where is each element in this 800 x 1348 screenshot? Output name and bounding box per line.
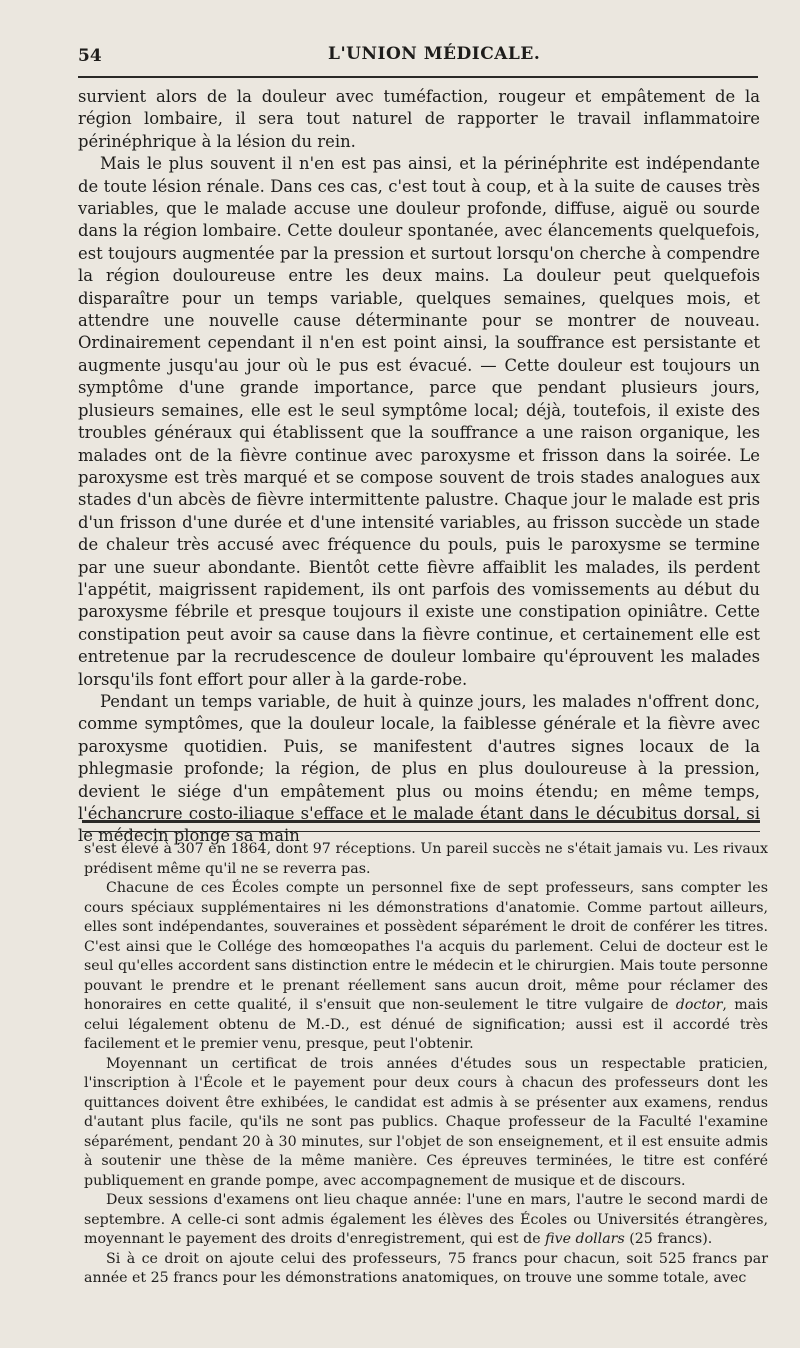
italic-term: five dollars (545, 1231, 625, 1247)
main-paragraph: Mais le plus souvent il n'en est pas ainsi, et la périnéphrite est indépendante de toute lésion rénale. Dans ces cas, c'est tout à coup, et à la suite de causes très variables, que le malade accuse une douleur profonde, diffuse, aiguë ou sourde dans la région lombaire. Cette douleur spontanée, avec élancements quelquefois, est toujours augmentée par la pression et surtout lorsqu'on cherche à compendre la région douloureuse entre les deux mains. La douleur peut quelquefois disparaître pour un temps variable, quelques semaines, quelques mois, et attendre une nouvelle cause déterminante pour se montrer de nouveau. Ordinairement cependant il n'en est point ainsi, la souffrance est persistante et augmente jusqu'au jour où le pus est évacué. — Cette douleur est toujours un symptôme d'une grande importance, parce que pendant plusieurs jours, plusieurs semaines, elle est le seul symptôme local; déjà, toutefois, il existe des troubles généraux qui établissent que la souffrance a une raison organique, les malades ont de la fièvre continue avec paroxysme et frisson dans la soirée. Le paroxysme est très marqué et se compose souvent de trois stades analogues aux stades d'un abcès de fièvre intermittente palustre. Chaque jour le malade est pris d'un frisson d'une durée et d'une intensité variables, au frisson succède un stade de chaleur très accusé avec fréquence du pouls, puis le paroxysme se termine par une sueur abondante. Bientôt cette fièvre affaiblit les malades, ils perdent l'appétit, maigrissent rapidement, ils ont parfois des vomissements au début du paroxysme fébrile et presque toujours il existe une constipation opiniâtre. Cette constipation peut avoir sa cause dans la fièvre continue, et certainement elle est entretenue par la recrudescence de douleur lombaire qu'éprouvent les malades lorsqu'ils font effort pour aller à la garde-robe. (78, 154, 760, 689)
feuilleton-paragraph: Deux sessions d'examens ont lieu chaque année: l'une en mars, l'autre le second mardi de septembre. A celle-ci sont admis également les élèves des Écoles ou Universités étrangères, moyennant le payement des droits d'enregistrement, qui est de five dollars (25 francs). (84, 1192, 768, 1247)
main-paragraph: Pendant un temps variable, de huit à quinze jours, les malades n'offrent donc, comme symptômes, que la douleur locale, la faiblesse générale et la fièvre avec paroxysme quotidien. Puis, se manifestent d'autres signes locaux de la phlegmasie profonde; la région, de plus en plus douloureuse à la pression, devient le siége d'un empâtement plus ou moins étendu; en même temps, l'échancrure costo-iliaque s'efface et le malade étant dans le décubitus dorsal, si le médecin plonge sa main (78, 691, 760, 846)
feuilleton-text (84, 840, 768, 1289)
feuilleton-paragraph: Chacune de ces Écoles compte un personnel fixe de sept professeurs, sans compter les cours spéciaux supplémentaires ni les démonstrations d'anatomie. Comme partout ailleurs, elles sont indépendantes, souveraines et possèdent séparément le droit de conférer les titres. C'est ainsi que le Collége des homœopathes l'a acquis du parlement. Celui de docteur est le seul qu'elles accordent sans distinction entre le médecin et le chirurgien. Mais toute personne pouvant le prendre et le prenant réellement sans aucun droit, même pour réclamer des honoraires en cette qualité, il s'ensuit que non-seulement le titre vulgaire de doctor, mais celui légalement obtenu de M.-D., est dénué de signification; aussi est il accordé très facilement et le premier venu, presque, peut l'obtenir. (84, 880, 769, 1052)
page-header (78, 44, 758, 76)
feuilleton-separator (82, 820, 760, 832)
feuilleton-paragraph: s'est élevé à 307 en 1864, dont 97 réceptions. Un pareil succès ne s'était jamais vu. Les rivaux prédisent même qu'il ne se reverra pas. (84, 841, 768, 877)
italic-term: doctor (675, 997, 723, 1013)
feuilleton-paragraph: Moyennant un certificat de trois années d'études sous un respectable praticien, l'inscription à l'École et le payement pour deux cours à chacun des professeurs dont les quittances doivent être exhibées, le candidat est admis à se présenter aux examens, rendus d'autant plus facile, qu'ils ne sont pas publics. Chaque professeur de la Faculté l'examine séparément, pendant 20 à 30 minutes, sur l'objet de son enseignement, et il est ensuite admis à soutenir une thèse de la même manière. Ces épreuves terminées, le titre est conféré publiquement en grande pompe, avec accompagnement de musique et de discours. (84, 1055, 768, 1189)
main-text (78, 86, 760, 848)
feuilleton-paragraph: Si à ce droit on ajoute celui des professeurs, 75 francs pour chacun, soit 525 francs par année et 25 francs pour les démonstrations anatomiques, on trouve une somme totale, avec (84, 1250, 768, 1286)
main-paragraph: survient alors de la douleur avec tuméfaction, rougeur et empâtement de la région lombaire, il sera tout naturel de rapporter le travail inflammatoire périnéphrique à la lésion du rein. (78, 87, 760, 151)
running-title: L'UNION MÉDICALE. (328, 44, 541, 64)
header-rule (78, 76, 758, 78)
page-number: 54 (78, 46, 102, 66)
